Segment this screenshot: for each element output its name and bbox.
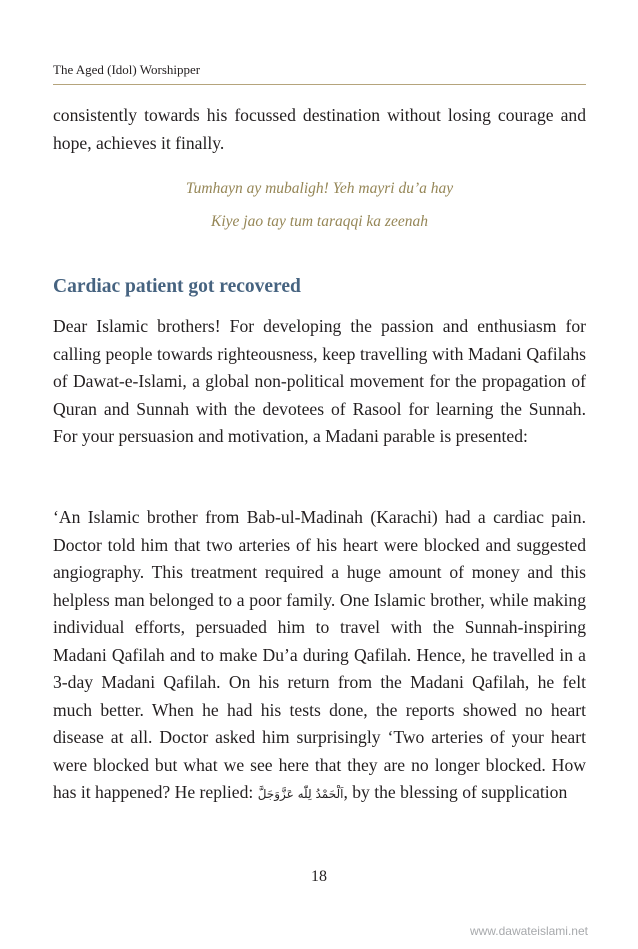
section-heading: Cardiac patient got recovered [53, 276, 301, 297]
body-paragraph-2 [53, 504, 586, 809]
body-paragraph-1: Dear Islamic brothers! For developing the passion and enthusiasm for calling people towards righteousness, keep travelling with Madani Qafilahs of Dawat-e-Islami, a global non-political movement for the propagation of Quran and Sunnah with the devotees of Rasool for learning the Sunnah. For your persuasion and motivation, a Madani parable is presented: [53, 316, 586, 446]
page-number: 18 [311, 868, 327, 885]
running-header: The Aged (Idol) Worshipper [53, 62, 201, 77]
poem-line-1: Tumhayn ay mubaligh! Yeh mayri du’a hay [185, 180, 454, 197]
paragraph-2-text-before: ‘An Islamic brother from Bab-ul-Madinah (Karachi) had a cardiac pain. Doctor told him that two arteries of his heart were blocked and suggested angiography. This treatment required a huge amount of money and this helpless man belonged to a poor family. One Islamic brother, while making individual efforts, persuaded him to travel with the Sunnah-inspiring Madani Qafilah and to make Du’a during Qafilah. Hence, he travelled in a 3-day Madani Qafilah. On his return from the Madani Qafilah, he felt much better. When he had his tests done, the reports showed no heart disease at all. Doctor asked him surprisingly ‘Two arteries of your heart were blocked but what we see here that they are no longer blocked. How has it happened? He replied: [53, 507, 586, 802]
footer-url: www.dawateislami.net [469, 924, 588, 938]
poem-line-2: Kiye jao tay tum taraqqi ka zeenah [211, 213, 428, 230]
arabic-phrase: اَلْحَمْدُ لِلّٰه عَزَّوَجَلَّ [257, 787, 344, 801]
paragraph-2-text-after: , by the blessing of supplication [343, 782, 568, 802]
continuation-paragraph: consistently towards his focussed destination without losing courage and hope, achieves it finally. [53, 105, 586, 153]
header-divider [53, 84, 586, 85]
